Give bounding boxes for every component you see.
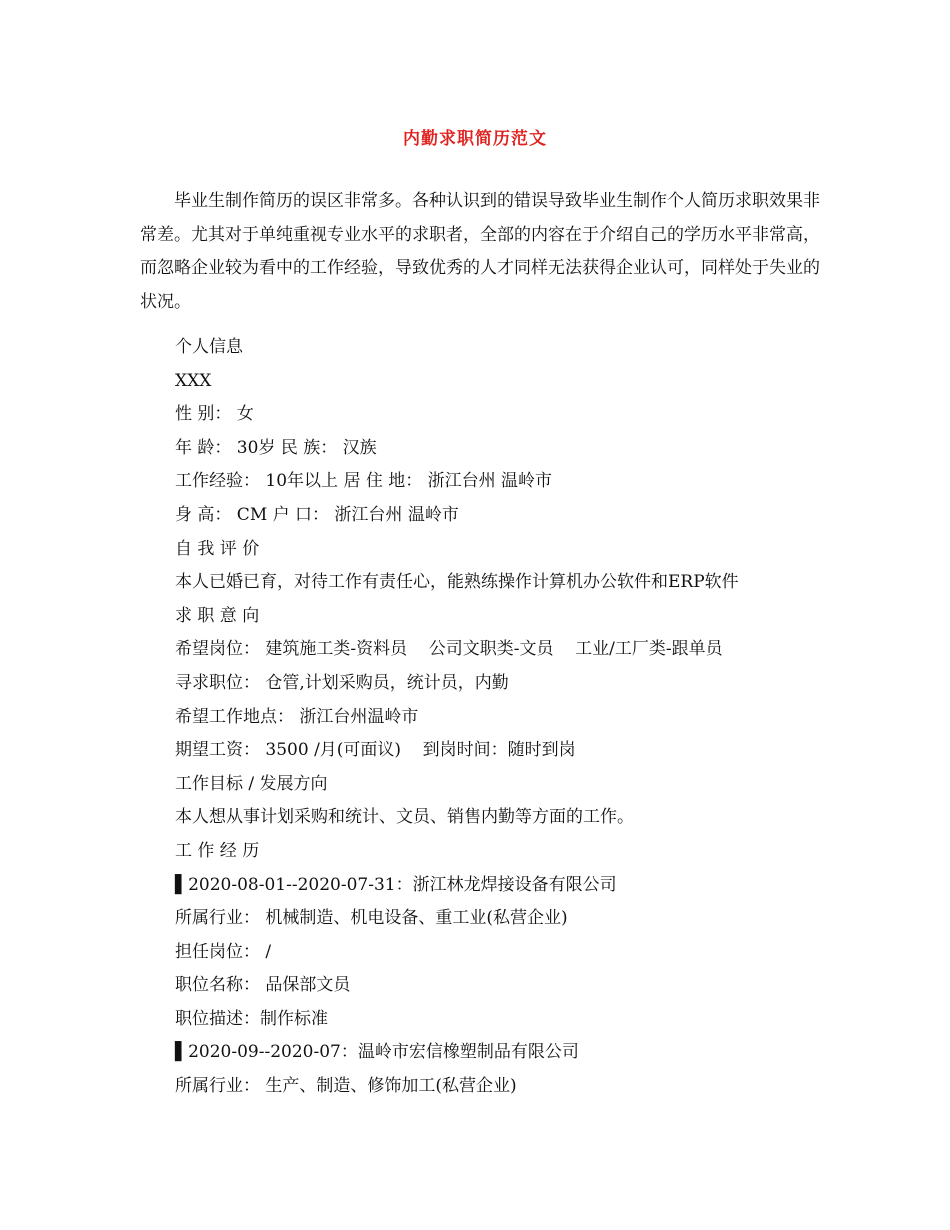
section-heading-work-history: 工 作 经 历 — [175, 840, 260, 861]
work-entry-1-position: 职位名称： 品保部文员 — [175, 975, 351, 996]
section-heading-career-goal: 工作目标 / 发展方向 — [175, 773, 328, 794]
section-heading-self-evaluation: 自 我 评 价 — [175, 538, 260, 559]
height-hukou-line: 身 高： CM 户 口： 浙江台州 温岭市 — [175, 504, 459, 525]
career-goal-text: 本人想从事计划采购和统计、文员、销售内勤等方面的工作。 — [175, 807, 634, 828]
self-evaluation-text: 本人已婚已育，对待工作有责任心，能熟练操作计算机办公软件和ERP软件 — [175, 572, 739, 593]
resume-body — [175, 331, 875, 1104]
desired-location-line: 希望工作地点： 浙江台州温岭市 — [175, 706, 419, 727]
section-heading-personal-info: 个人信息 — [175, 337, 243, 357]
work-entry-1-role: 担任岗位： / — [175, 941, 272, 962]
document-title: 内勤求职简历范文 — [403, 129, 547, 149]
desired-positions-line: 希望岗位： 建筑施工类-资料员 公司文职类-文员 工业/工厂类-跟单员 — [175, 639, 723, 660]
work-entry-1-description: 职位描述：制作标准 — [175, 1008, 328, 1029]
name-line: XXX — [175, 370, 212, 391]
gender-line: 性 别： 女 — [175, 404, 254, 425]
sought-positions-line: 寻求职位： 仓管,计划采购员，统计员，内勤 — [175, 672, 509, 693]
work-entry-1-header: ▌2020-08-01--2020-07-31：浙江林龙焊接设备有限公司 — [175, 874, 617, 895]
work-entry-2-header: ▌2020-09--2020-07：温岭市宏信橡塑制品有限公司 — [175, 1042, 579, 1063]
salary-availability-line: 期望工资： 3500 /月(可面议) 到岗时间：随时到岗 — [175, 740, 576, 761]
experience-residence-line: 工作经验： 10年以上 居 住 地： 浙江台州 温岭市 — [175, 471, 553, 492]
section-heading-job-intention: 求 职 意 向 — [175, 605, 260, 626]
work-entry-1-industry: 所属行业： 机械制造、机电设备、重工业(私营企业) — [175, 908, 568, 929]
intro-paragraph: 毕业生制作简历的误区非常多。各种认识到的错误导致毕业生制作个人简历求职效果非常差。尤其对于单纯重视专业水平的求职者，全部的内容在于介绍自己的学历水平非常高，而忽略企业较为看中的工作经验，导致优秀的人才同样无法获得企业认可，同样处于失业的状况。 — [140, 191, 820, 312]
work-entry-2-industry: 所属行业： 生产、制造、修饰加工(私营企业) — [175, 1076, 517, 1097]
age-ethnicity-line: 年 龄： 30岁 民 族： 汉族 — [175, 437, 377, 458]
